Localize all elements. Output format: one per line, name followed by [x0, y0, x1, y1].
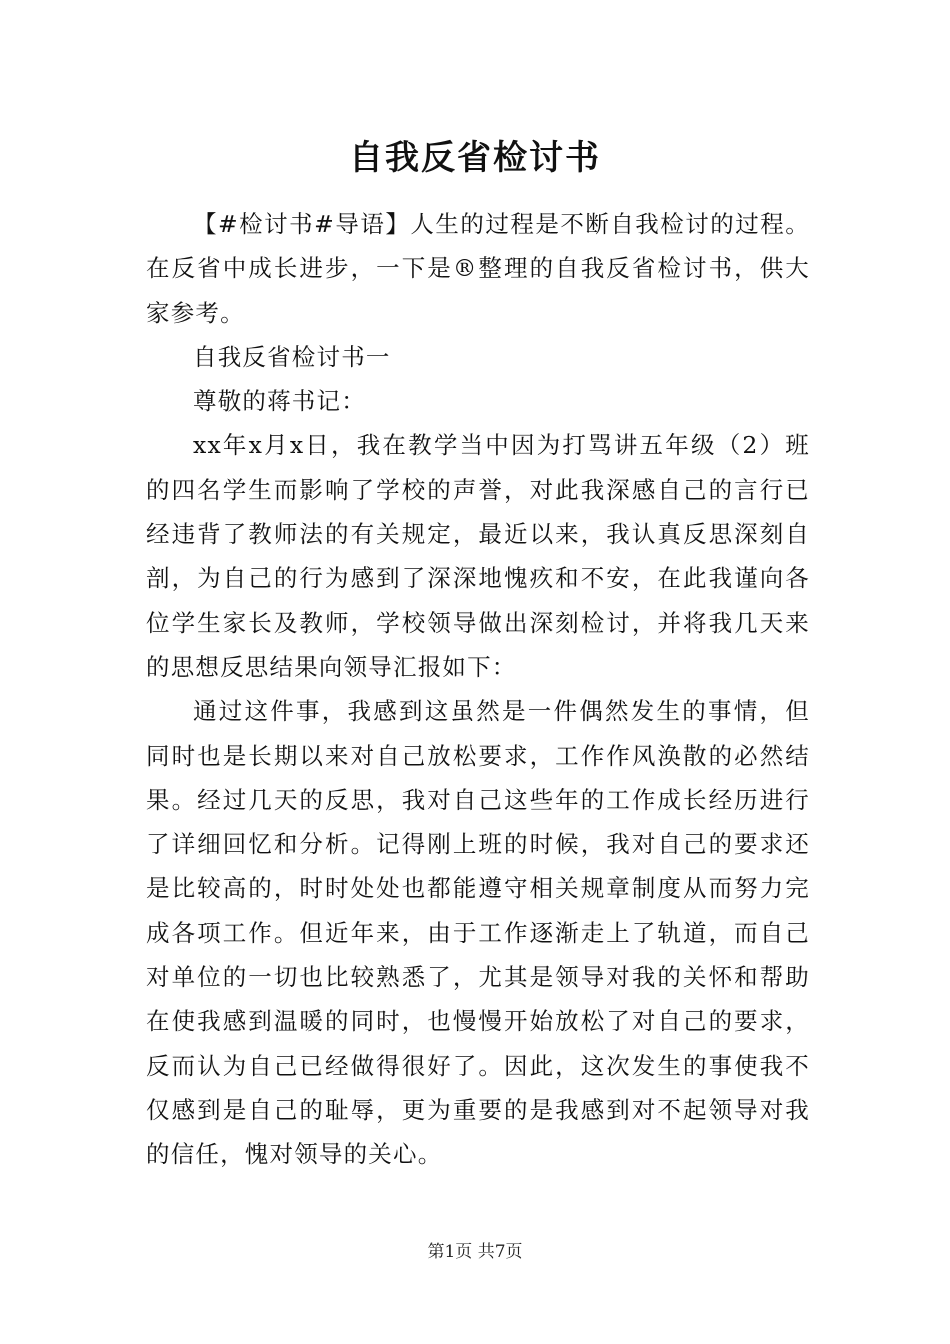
document-body: [146, 202, 810, 1177]
body-paragraph: xx年x月x日，我在教学当中因为打骂讲五年级（2）班的四名学生而影响了学校的声誉，对此我深感自己的言行已经违背了教师法的有关规定，最近以来，我认真反思深刻自剖，为自己的行为感到了深深地愧疚和不安，在此我谨向各位学生家长及教师，学校领导做出深刻检讨，并将我几天来的思想反思结果向领导汇报如下：: [146, 431, 810, 681]
intro-paragraph: 【#检讨书#导语】人生的过程是不断自我检讨的过程。在反省中成长进步，一下是®整理的自我反省检讨书，供大家参考。: [146, 210, 810, 327]
document-title: 自我反省检讨书: [349, 138, 601, 178]
section-heading: 自我反省检讨书一: [193, 342, 391, 371]
body-paragraph: 通过这件事，我感到这虽然是一件偶然发生的事情，但同时也是长期以来对自己放松要求，工作作风涣散的必然结果。经过几天的反思，我对自己这些年的工作成长经历进行了详细回忆和分析。记得刚上班的时候，我对自己的要求还是比较高的，时时处处也都能遵守相关规章制度从而努力完成各项工作。但近年来，由于工作逐渐走上了轨道，而自己对单位的一切也比较熟悉了，尤其是领导对我的关怀和帮助在使我感到温暖的同时，也慢慢开始放松了对自己的要求，反而认为自己已经做得很好了。因此，这次发生的事使我不仅感到是自己的耻辱，更为重要的是我感到对不起领导对我的信任，愧对领导的关心。: [146, 697, 810, 1169]
salutation: 尊敬的蒋书记：: [193, 387, 366, 416]
page-indicator: 第1页 共7页: [427, 1242, 523, 1262]
